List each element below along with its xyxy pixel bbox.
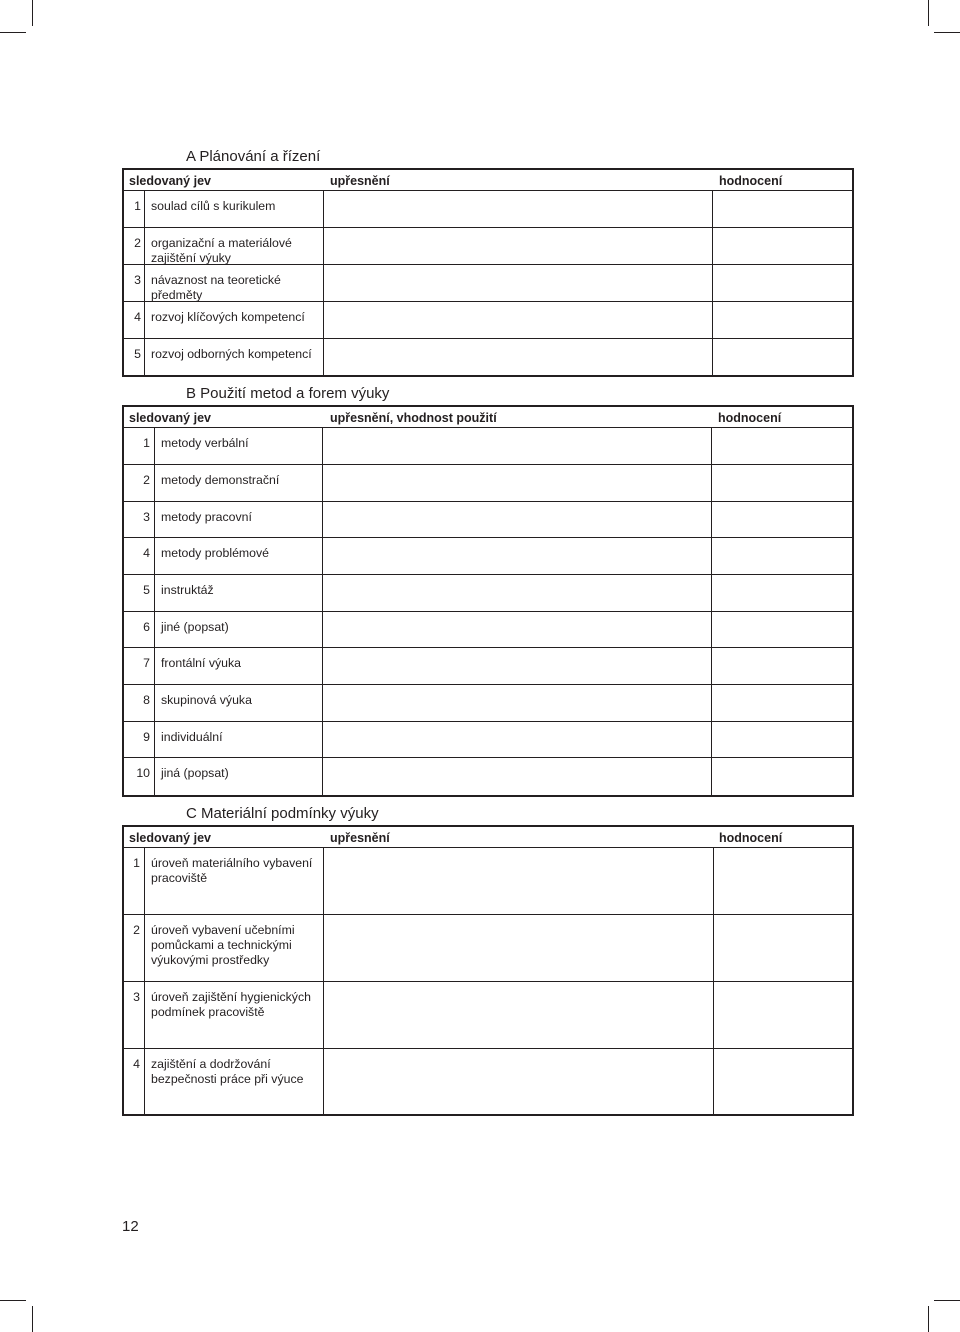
table-row xyxy=(124,465,852,502)
table-row xyxy=(124,1049,852,1114)
table-header xyxy=(124,170,852,191)
row-label: organizační a materiálové zajištění výuky xyxy=(151,236,292,265)
table-row xyxy=(124,648,852,685)
section-a-title: A Plánování a řízení xyxy=(186,148,321,165)
row-label: úroveň vybavení učebními pomůckami a technickými výukovými prostředky xyxy=(151,923,295,967)
table-row xyxy=(124,228,852,265)
row-label: instruktáž xyxy=(161,583,214,597)
table-row xyxy=(124,538,852,575)
row-number: 8 xyxy=(143,693,150,707)
row-label: metody pracovní xyxy=(161,510,252,524)
header-hodnoceni: hodnocení xyxy=(718,411,782,425)
row-label: návaznost na teoretické předměty xyxy=(151,273,281,302)
table-row xyxy=(124,612,852,648)
row-label: jiná (popsat) xyxy=(161,766,229,780)
row-number: 6 xyxy=(143,620,150,634)
section-c-title: C Materiální podmínky výuky xyxy=(186,805,379,822)
crop-mark xyxy=(0,1300,26,1301)
header-hodnoceni: hodnocení xyxy=(719,831,783,845)
section-b-title: B Použití metod a forem výuky xyxy=(186,385,390,402)
row-number: 4 xyxy=(143,546,150,560)
row-label: zajištění a dodržování bezpečnosti práce při výuce xyxy=(151,1057,304,1086)
row-label: úroveň zajištění hygienických podmínek pracoviště xyxy=(151,990,311,1019)
row-number: 3 xyxy=(134,273,141,287)
table-row xyxy=(124,575,852,612)
crop-mark xyxy=(934,32,960,33)
row-label: jiné (popsat) xyxy=(161,620,229,634)
row-number: 9 xyxy=(143,730,150,744)
crop-mark xyxy=(928,1306,929,1332)
header-upresneni: upřesnění xyxy=(330,174,390,188)
row-label: frontální výuka xyxy=(161,656,241,670)
table-row xyxy=(124,722,852,758)
section-a-table xyxy=(122,168,854,377)
table-header xyxy=(124,407,852,428)
row-number: 2 xyxy=(133,923,140,937)
row-number: 2 xyxy=(134,236,141,250)
table-row xyxy=(124,191,852,228)
table-row xyxy=(124,265,852,302)
row-label: skupinová výuka xyxy=(161,693,252,707)
crop-mark xyxy=(928,0,929,26)
row-number: 3 xyxy=(133,990,140,1004)
row-number: 2 xyxy=(143,473,150,487)
row-label: metody verbální xyxy=(161,436,249,450)
row-number: 7 xyxy=(143,656,150,670)
header-sledovany-jev: sledovaný jev xyxy=(129,831,211,845)
table-row xyxy=(124,758,852,795)
row-label: individuální xyxy=(161,730,223,744)
row-number: 5 xyxy=(134,347,141,361)
crop-mark xyxy=(0,32,26,33)
row-label: metody problémové xyxy=(161,546,269,560)
header-hodnoceni: hodnocení xyxy=(719,174,783,188)
row-number: 1 xyxy=(143,436,150,450)
row-number: 5 xyxy=(143,583,150,597)
row-number: 3 xyxy=(143,510,150,524)
table-row xyxy=(124,502,852,538)
header-sledovany-jev: sledovaný jev xyxy=(129,174,211,188)
crop-mark xyxy=(32,0,33,26)
table-row xyxy=(124,915,852,982)
row-label: rozvoj odborných kompetencí xyxy=(151,347,312,361)
row-label: rozvoj klíčových kompetencí xyxy=(151,310,305,324)
table-header xyxy=(124,827,852,848)
row-number: 10 xyxy=(136,766,150,780)
crop-mark xyxy=(934,1300,960,1301)
page-number: 12 xyxy=(122,1218,139,1235)
table-row xyxy=(124,848,852,915)
row-number: 1 xyxy=(133,856,140,870)
row-number: 4 xyxy=(133,1057,140,1071)
crop-mark xyxy=(32,1306,33,1332)
table-row xyxy=(124,339,852,375)
table-row xyxy=(124,685,852,722)
table-row xyxy=(124,982,852,1049)
section-b-table xyxy=(122,405,854,797)
row-label: soulad cílů s kurikulem xyxy=(151,199,276,213)
table-row xyxy=(124,302,852,339)
row-label: metody demonstrační xyxy=(161,473,280,487)
header-upresneni-vhodnost: upřesnění, vhodnost použití xyxy=(330,411,497,425)
header-sledovany-jev: sledovaný jev xyxy=(129,411,211,425)
table-row xyxy=(124,428,852,465)
row-label: úroveň materiálního vybavení pracoviště xyxy=(151,856,313,885)
row-number: 4 xyxy=(134,310,141,324)
header-upresneni: upřesnění xyxy=(330,831,390,845)
section-c-table xyxy=(122,825,854,1116)
row-number: 1 xyxy=(134,199,141,213)
